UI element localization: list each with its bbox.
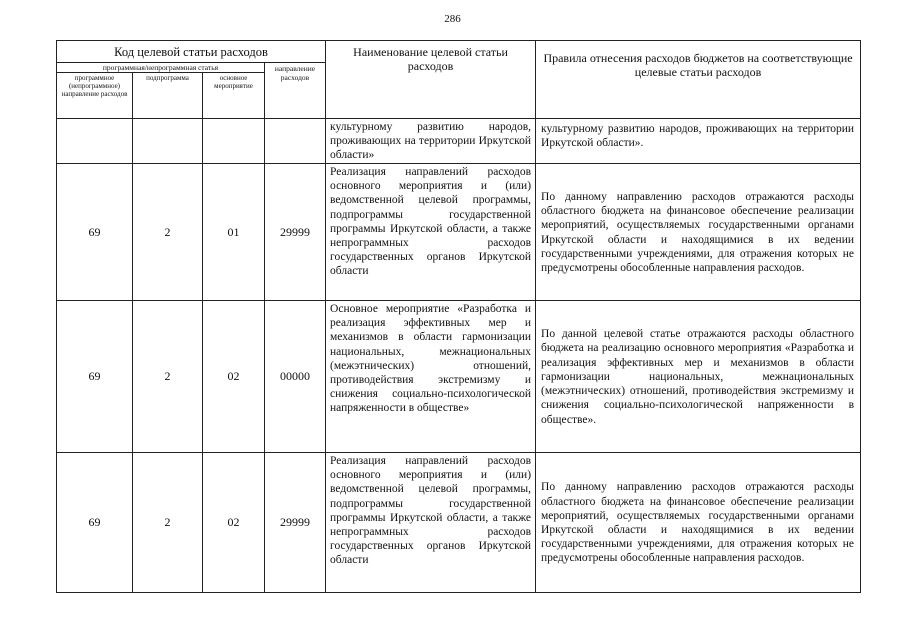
cell-subprogram: 2 <box>133 301 203 453</box>
cell-direction: 00000 <box>265 301 326 453</box>
cell-program: 69 <box>57 164 133 301</box>
cell-name: культурному развитию народов, проживающих на территории Иркутской области» <box>326 119 536 164</box>
cell-name: Реализация направлений расходов основного мероприятия и (или) ведомственной целевой программы, подпрограммы государственной программы Иркутской области, а также непрограммных расходов государственных органов Иркутской области <box>326 164 536 301</box>
header-subprogram: подпрограмма <box>133 73 203 119</box>
table-row <box>57 453 861 593</box>
header-direction: направление расходов <box>265 63 326 119</box>
cell-rule: По данной целевой статье отражаются расходы областного бюджета на реализацию основного мероприятия «Разработка и реализация эффективных мер и механизмов в области гармонизации национальных, межнациональных (межэтнических) отношений, противодействия экстремизму и снижения социально-психологической напряженности в обществе». <box>536 301 861 453</box>
header-rules: Правила отнесения расходов бюджетов на соответствующие целевые статьи расходов <box>536 41 861 119</box>
target-articles-table <box>56 40 861 593</box>
cell-direction: 29999 <box>265 164 326 301</box>
cell-rule: культурному развитию народов, проживающих на территории Иркутской области». <box>536 119 861 164</box>
header-code-group: Код целевой статьи расходов <box>57 41 326 63</box>
cell-subprogram: 2 <box>133 453 203 593</box>
header-program-group: программная/непрограммная статья <box>57 63 265 73</box>
cell-event: 02 <box>203 453 265 593</box>
page-number: 286 <box>444 13 461 25</box>
cell-program: 69 <box>57 453 133 593</box>
cell-direction: 29999 <box>265 453 326 593</box>
table-row <box>57 164 861 301</box>
cell-direction <box>265 119 326 164</box>
header-main-event: основное мероприятие <box>203 73 265 119</box>
cell-rule: По данному направлению расходов отражаются расходы областного бюджета на финансовое обеспечение реализации мероприятий, осуществляемых государственными органами Иркутской области и находящимися в их ведении государственными учреждениями, для отражения которых не предусмотрены обособленные направления расходов. <box>536 453 861 593</box>
cell-event: 02 <box>203 301 265 453</box>
table-row <box>57 301 861 453</box>
table-row <box>57 119 861 164</box>
cell-name: Реализация направлений расходов основного мероприятия и (или) ведомственной целевой программы, подпрограммы государственной программы Иркутской области, а также непрограммных расходов государственных органов Иркутской области <box>326 453 536 593</box>
cell-subprogram: 2 <box>133 164 203 301</box>
cell-subprogram <box>133 119 203 164</box>
header-program: программное (непрограммное) направление расходов <box>57 73 133 119</box>
cell-event: 01 <box>203 164 265 301</box>
cell-event <box>203 119 265 164</box>
cell-name: Основное мероприятие «Разработка и реализация эффективных мер и механизмов в области гармонизации национальных, межнациональных (межэтнических) отношений, противодействия экстремизму и снижения социально-психологической напряженности в обществе» <box>326 301 536 453</box>
cell-program <box>57 119 133 164</box>
header-name: Наименование целевой статьи расходов <box>326 41 536 119</box>
cell-rule: По данному направлению расходов отражаются расходы областного бюджета на финансовое обеспечение реализации мероприятий, осуществляемых государственными органами Иркутской области и находящимися в их ведении государственными учреждениями, для отражения которых не предусмотрены обособленные направления расходов. <box>536 164 861 301</box>
cell-program: 69 <box>57 301 133 453</box>
